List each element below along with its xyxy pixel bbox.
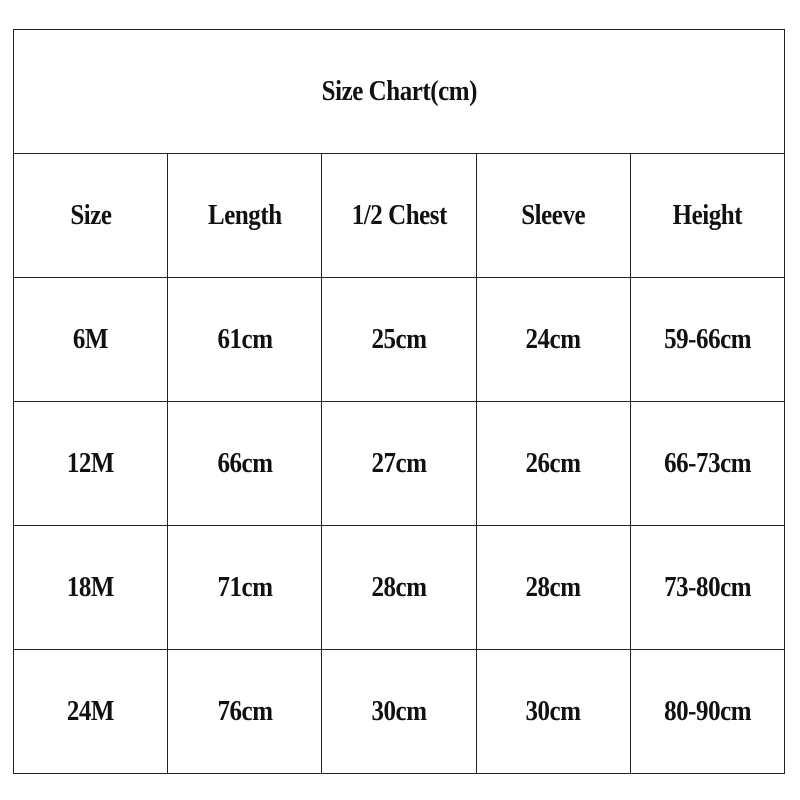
size-chart-table bbox=[13, 29, 785, 774]
table-cell bbox=[322, 650, 476, 774]
table-cell bbox=[476, 402, 630, 526]
cell-value: 6M bbox=[73, 323, 109, 355]
table-cell bbox=[322, 278, 476, 402]
header-row bbox=[14, 154, 785, 278]
table-cell bbox=[168, 526, 322, 650]
column-header-label: Size bbox=[69, 199, 112, 231]
column-header-label: Length bbox=[207, 199, 282, 231]
column-header-label: Height bbox=[672, 199, 743, 231]
table-cell bbox=[630, 650, 784, 774]
cell-value: 12M bbox=[66, 447, 115, 479]
table-cell bbox=[476, 650, 630, 774]
cell-value: 59-66cm bbox=[663, 323, 751, 355]
cell-value: 76cm bbox=[217, 695, 273, 727]
cell-value: 24cm bbox=[525, 323, 581, 355]
table-cell bbox=[322, 526, 476, 650]
cell-value: 28cm bbox=[371, 571, 427, 603]
table-cell bbox=[168, 278, 322, 402]
table-row bbox=[14, 650, 785, 774]
table-cell bbox=[14, 278, 168, 402]
cell-value: 71cm bbox=[217, 571, 273, 603]
table-cell bbox=[322, 402, 476, 526]
cell-value: 26cm bbox=[525, 447, 581, 479]
table-cell bbox=[14, 402, 168, 526]
table-cell bbox=[630, 278, 784, 402]
cell-value: 61cm bbox=[217, 323, 273, 355]
column-header-length bbox=[168, 154, 322, 278]
column-header-sleeve bbox=[476, 154, 630, 278]
table-row bbox=[14, 526, 785, 650]
column-header-label: 1/2 Chest bbox=[351, 199, 447, 231]
cell-value: 28cm bbox=[525, 571, 581, 603]
table-cell bbox=[630, 526, 784, 650]
cell-value: 27cm bbox=[371, 447, 427, 479]
table-cell bbox=[168, 402, 322, 526]
table-title: Size Chart(cm) bbox=[321, 75, 477, 107]
cell-value: 66-73cm bbox=[663, 447, 751, 479]
table-cell bbox=[476, 278, 630, 402]
cell-value: 25cm bbox=[371, 323, 427, 355]
title-row bbox=[14, 30, 785, 154]
column-header-chest bbox=[322, 154, 476, 278]
column-header-size bbox=[14, 154, 168, 278]
cell-value: 80-90cm bbox=[663, 695, 751, 727]
table-title-cell bbox=[14, 30, 785, 154]
table-cell bbox=[630, 402, 784, 526]
cell-value: 73-80cm bbox=[663, 571, 751, 603]
column-header-height bbox=[630, 154, 784, 278]
table-cell bbox=[476, 526, 630, 650]
table-cell bbox=[168, 650, 322, 774]
cell-value: 18M bbox=[66, 571, 115, 603]
table-cell bbox=[14, 650, 168, 774]
column-header-label: Sleeve bbox=[521, 199, 586, 231]
cell-value: 30cm bbox=[525, 695, 581, 727]
table-row bbox=[14, 402, 785, 526]
table-row bbox=[14, 278, 785, 402]
cell-value: 66cm bbox=[217, 447, 273, 479]
cell-value: 30cm bbox=[371, 695, 427, 727]
table-cell bbox=[14, 526, 168, 650]
cell-value: 24M bbox=[66, 695, 115, 727]
